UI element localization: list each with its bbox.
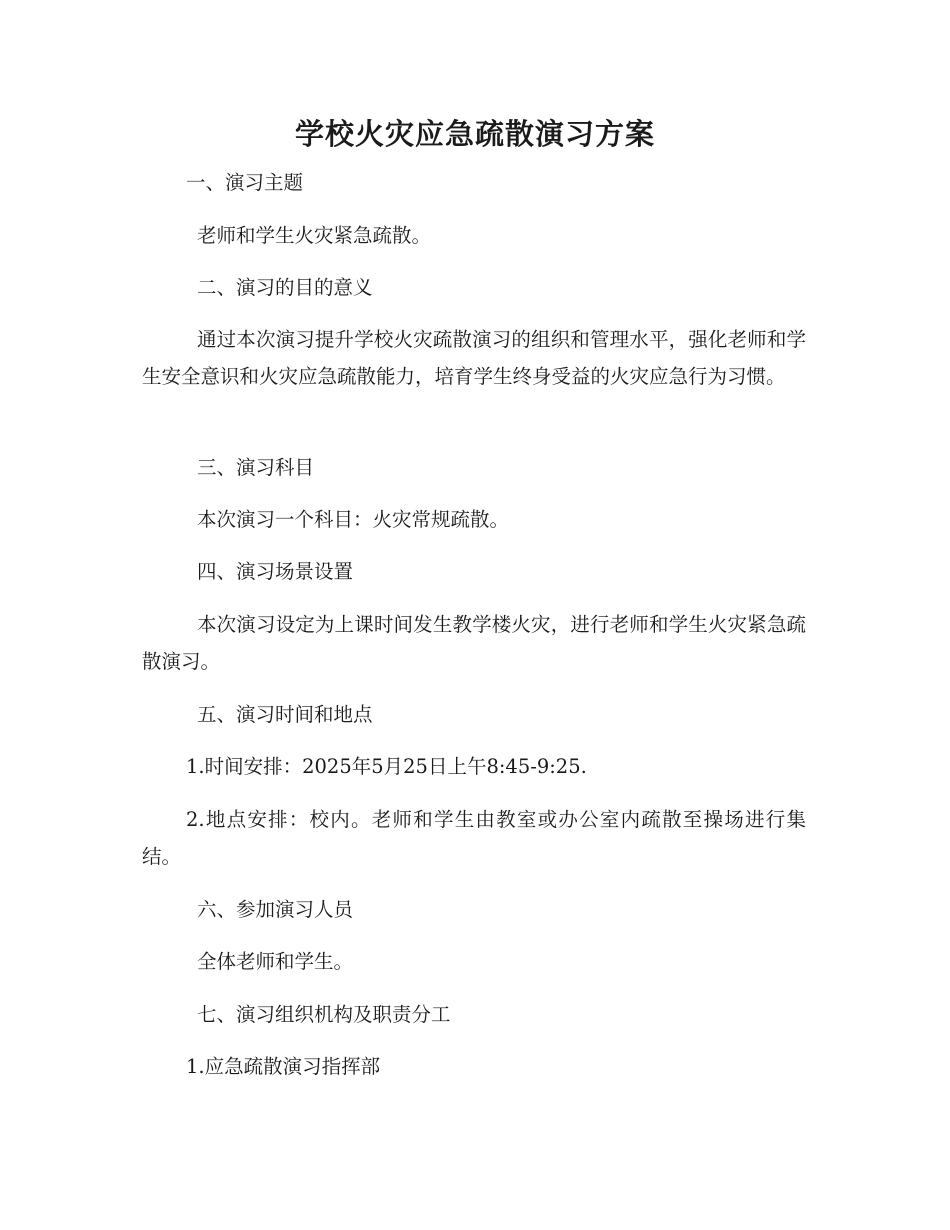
section-6-text: 全体老师和学生。 — [197, 950, 354, 973]
section-4-text: 本次演习设定为上课时间发生教学楼火灾，进行老师和学生火灾紧急疏散演习。 — [142, 613, 806, 673]
section-4-heading: 四、演习场景设置 — [197, 560, 354, 583]
section-5-item-2: 2.地点安排：校内。老师和学生由教室或办公室内疏散至操场进行集结。 — [142, 808, 806, 868]
section-2-heading: 二、演习的目的意义 — [197, 276, 373, 299]
section-2-text: 通过本次演习提升学校火灾疏散演习的组织和管理水平，强化老师和学生安全意识和火灾应急疏散能力，培育学生终身受益的火灾应急行为习惯。 — [142, 328, 806, 388]
section-1-text: 老师和学生火灾紧急疏散。 — [197, 224, 432, 247]
section-7-heading: 七、演习组织机构及职责分工 — [197, 1003, 451, 1026]
section-5-heading: 五、演习时间和地点 — [197, 703, 373, 726]
section-3-heading: 三、演习科目 — [197, 456, 315, 479]
section-1-heading: 一、演习主题 — [186, 171, 304, 194]
section-3-text: 本次演习一个科目：火灾常规疏散。 — [197, 508, 510, 531]
section-7-item-1: 1.应急疏散演习指挥部 — [186, 1055, 381, 1078]
section-5-item-1: 1.时间安排：2025年5月25日上午8:45-9:25. — [186, 755, 587, 778]
document-title: 学校火灾应急疏散演习方案 — [294, 117, 655, 151]
section-6-heading: 六、参加演习人员 — [197, 898, 354, 921]
